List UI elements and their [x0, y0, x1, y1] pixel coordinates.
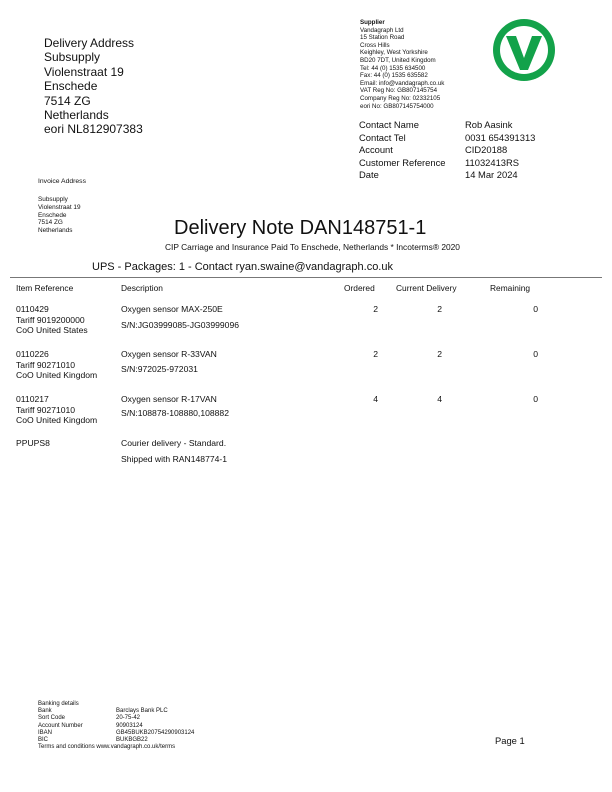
item-description: Oxygen sensor R-33VAN	[121, 349, 217, 359]
item-shipping-note: Shipped with RAN148774-1	[121, 454, 228, 464]
item-remaining: 0	[533, 394, 538, 404]
banking-value: 90903124	[116, 722, 143, 729]
banking-label: BIC	[38, 736, 49, 743]
invoice-address-line: Subsupply	[38, 196, 68, 203]
banking-label: IBAN	[38, 729, 53, 736]
banking-row	[38, 730, 278, 737]
banking-value: BUKBGB22	[116, 736, 148, 743]
item-description: Oxygen sensor MAX-250E	[121, 304, 223, 314]
contact-label: Contact Tel	[359, 131, 406, 143]
column-header-current-delivery: Current Delivery	[396, 283, 457, 293]
item-ordered: 2	[373, 304, 378, 314]
contact-label: Customer Reference	[359, 156, 446, 168]
banking-row	[38, 708, 278, 715]
contact-row	[359, 169, 559, 182]
contact-row	[359, 132, 559, 145]
item-remaining: 0	[533, 349, 538, 359]
contact-details	[359, 119, 559, 182]
banking-row	[38, 715, 278, 722]
banking-value: 20-75-42	[116, 715, 141, 722]
banking-details	[38, 701, 278, 751]
delivery-address	[44, 36, 143, 137]
item-reference: PPUPS8	[16, 438, 50, 448]
item-origin: CoO United States	[16, 325, 88, 336]
item-description: Courier delivery - Standard.	[121, 438, 227, 448]
document-title: Delivery Note DAN148751-1	[174, 217, 427, 239]
invoice-address-line: Enschede	[38, 211, 67, 219]
contact-value: CID20188	[465, 144, 508, 156]
logo-v-icon	[492, 18, 556, 82]
contact-row	[359, 157, 559, 170]
supplier-line: Vandagraph Ltd	[360, 26, 404, 34]
banking-label: Sort Code	[38, 715, 66, 722]
column-header-remaining: Remaining	[490, 283, 531, 293]
banking-row	[38, 737, 278, 744]
item-tariff: Tariff 90271010	[16, 359, 76, 370]
divider	[10, 277, 602, 278]
supplier-line: Keighley, West Yorkshire	[360, 49, 428, 57]
contact-value: Rob Aasink	[465, 119, 513, 130]
banking-value: Barclays Bank PLC	[116, 708, 168, 715]
item-description: Oxygen sensor R-17VAN	[121, 394, 217, 404]
item-tariff: Tariff 9019200000	[16, 314, 85, 325]
page-number: Page 1	[495, 735, 525, 746]
item-current-delivery: 2	[437, 304, 442, 314]
contact-value: 0031 654391313	[465, 131, 536, 143]
column-header-item-reference: Item Reference	[16, 283, 74, 293]
item-reference: 0110226	[16, 349, 49, 359]
delivery-address-line: Violenstraat 19	[44, 64, 124, 79]
contact-value: 11032413RS	[465, 156, 520, 168]
supplier-heading: Supplier	[360, 19, 385, 26]
supplier-line: BD20 7DT, United Kingdom	[360, 56, 436, 64]
delivery-address-eori: eori NL812907383	[44, 122, 143, 137]
banking-value: GB45BUKB20754290903124	[116, 729, 195, 736]
supplier-block	[360, 19, 444, 110]
delivery-address-line: 7514 ZG	[44, 93, 91, 108]
supplier-line: Tel: 44 (0) 1535 634500	[360, 64, 426, 72]
contact-label: Account	[359, 144, 393, 156]
item-reference: 0110429	[16, 304, 49, 314]
banking-row	[38, 723, 278, 730]
delivery-address-line: Enschede	[44, 79, 98, 94]
delivery-address-line: Subsupply	[44, 50, 101, 65]
invoice-address-title: Invoice Address	[38, 178, 86, 185]
contact-label: Date	[359, 169, 379, 181]
invoice-address-line: Violenstraat 19	[38, 203, 81, 211]
item-ordered: 4	[373, 394, 378, 404]
item-serial: S/N:108878-108880,108882	[121, 408, 229, 418]
column-header-description: Description	[121, 283, 163, 293]
supplier-line: eori No: GB807145754000	[360, 102, 434, 110]
invoice-address-line: 7514 ZG	[38, 219, 63, 227]
supplier-line: Email: info@vandagraph.co.uk	[360, 79, 445, 87]
table-row	[16, 349, 97, 381]
item-reference: 0110217	[16, 394, 49, 404]
item-tariff: Tariff 90271010	[16, 404, 76, 415]
supplier-line: 15 Station Road	[360, 34, 405, 42]
supplier-line: Company Reg No: 02332105	[360, 94, 441, 102]
delivery-address-title: Delivery Address	[44, 36, 135, 50]
item-serial: S/N:972025-972031	[121, 364, 198, 374]
vandagraph-logo	[492, 18, 556, 82]
shipping-info: UPS - Packages: 1 - Contact ryan.swaine@vandagraph.co.uk	[92, 261, 393, 273]
item-current-delivery: 4	[437, 394, 442, 404]
contact-value: 14 Mar 2024	[465, 169, 518, 181]
banking-label: Bank	[38, 708, 52, 715]
supplier-line: Fax: 44 (0) 1535 635582	[360, 72, 428, 80]
item-remaining: 0	[533, 304, 538, 314]
column-header-ordered: Ordered	[344, 283, 375, 293]
item-current-delivery: 2	[437, 349, 442, 359]
supplier-line: Cross Hills	[360, 41, 390, 49]
contact-label: Contact Name	[359, 119, 419, 130]
item-origin: CoO United Kingdom	[16, 370, 98, 381]
item-origin: CoO United Kingdom	[16, 415, 98, 426]
invoice-address	[38, 196, 81, 235]
contact-row	[359, 119, 559, 132]
banking-heading: Banking details	[38, 701, 79, 707]
item-ordered: 2	[373, 349, 378, 359]
delivery-address-line: Netherlands	[44, 108, 109, 123]
incoterms-text: CIP Carriage and Insurance Paid To Enschede, Netherlands * Incoterms® 2020	[165, 242, 460, 252]
table-row	[16, 304, 88, 336]
banking-label: Account Number	[38, 722, 83, 729]
item-serial: S/N:JG03999085-JG03999096	[121, 320, 240, 330]
contact-row	[359, 144, 559, 157]
terms-link-text: Terms and conditions www.vandagraph.co.uk/terms	[38, 744, 176, 751]
supplier-line: VAT Reg No: GB807145754	[360, 87, 438, 95]
invoice-address-line: Netherlands	[38, 227, 73, 235]
table-row	[16, 394, 97, 426]
